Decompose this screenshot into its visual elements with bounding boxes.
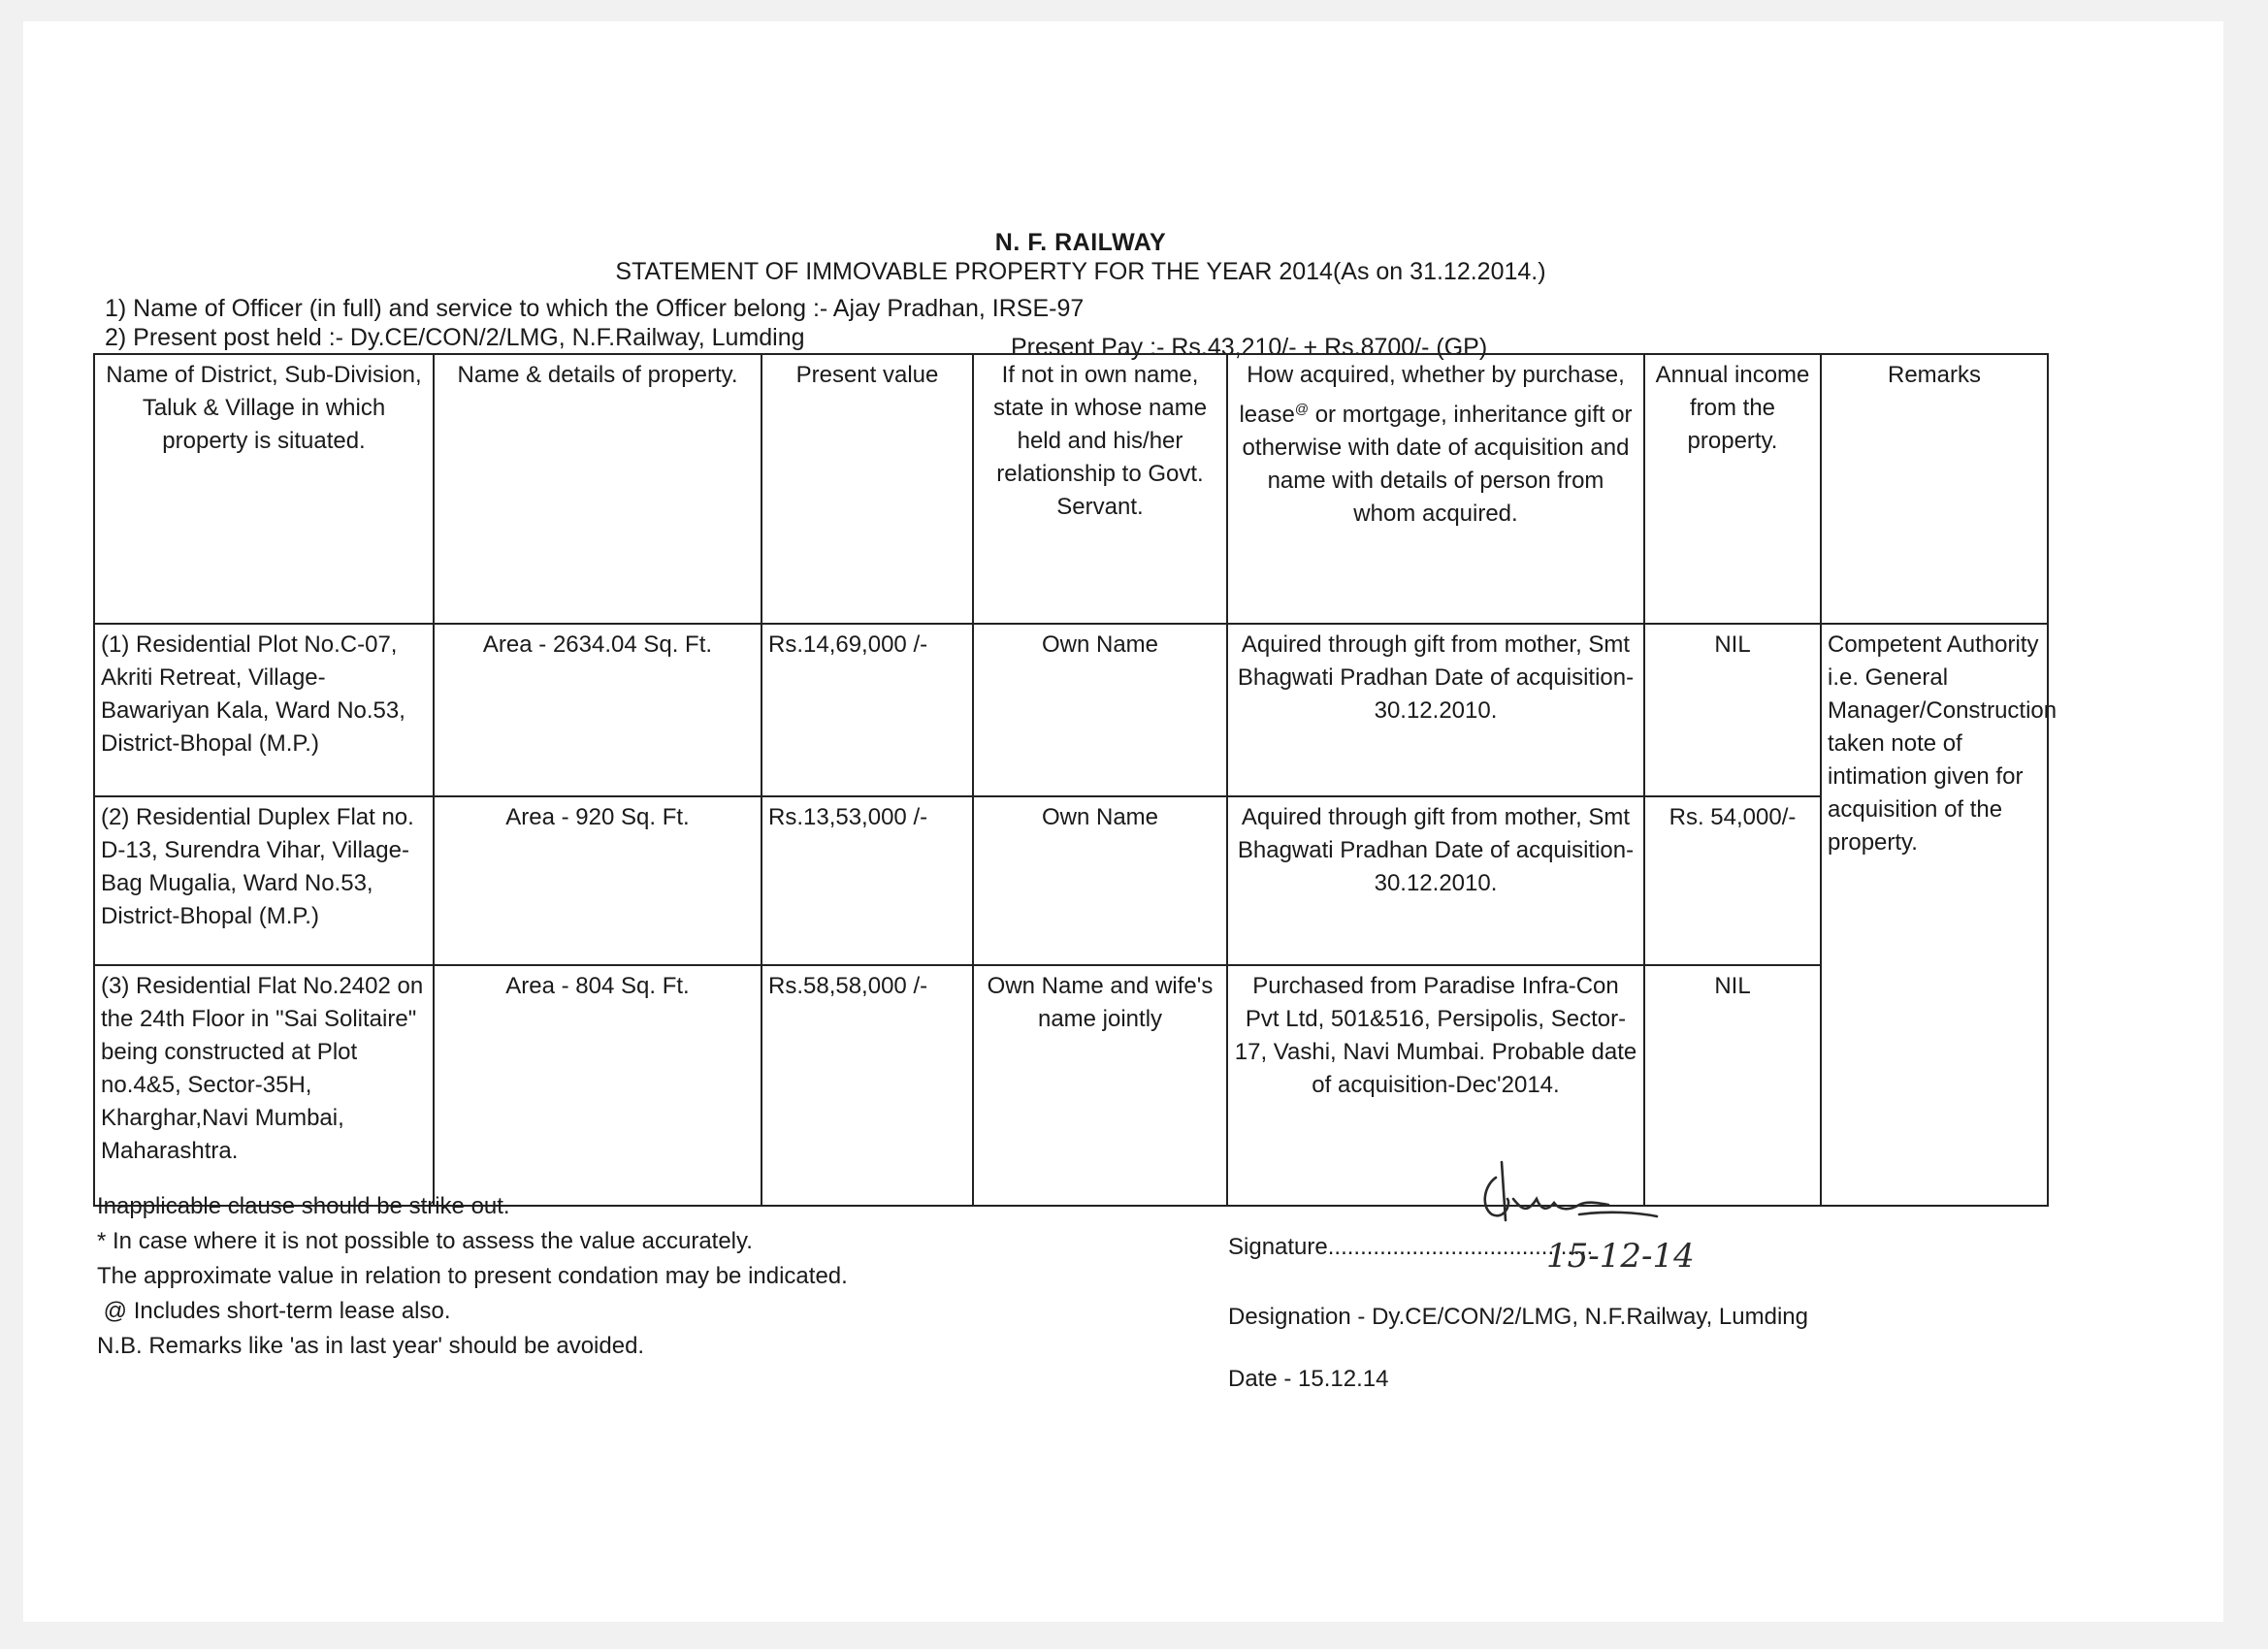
header-remarks: Remarks xyxy=(1821,354,2048,624)
header-details: Name & details of property. xyxy=(434,354,761,624)
note-line: The approximate value in relation to present condation may be indicated. xyxy=(97,1263,848,1289)
cell-value: Rs.13,53,000 /- xyxy=(761,796,973,965)
header-district: Name of District, Sub-Division, Taluk & Village in which property is situated. xyxy=(94,354,434,624)
designation-line: Designation - Dy.CE/CON/2/LMG, N.F.Railway, Lumding xyxy=(1228,1304,1808,1330)
signature-label: Signature......................................... xyxy=(1228,1234,1594,1260)
cell-acquired: Aquired through gift from mother, Smt Bhagwati Pradhan Date of acquisition-30.12.2010. xyxy=(1227,796,1644,965)
organization-title: N. F. RAILWAY xyxy=(994,229,1167,256)
header-acquired: How acquired, whether by purchase, lease@ or mortgage, inheritance gift or otherwise with date of acquisition and name with details of person from whom acquired. xyxy=(1227,354,1644,624)
cell-income: Rs. 54,000/- xyxy=(1644,796,1821,965)
header-income: Annual income from the property. xyxy=(1644,354,1821,624)
handwritten-date: 15-12-14 xyxy=(1546,1237,1695,1276)
cell-district: (1) Residential Plot No.C-07, Akriti Retreat, Village-Bawariyan Kala, Ward No.53, District-Bhopal (M.P.) xyxy=(94,624,434,796)
footnotes xyxy=(97,1189,848,1364)
cell-acquired: Aquired through gift from mother, Smt Bhagwati Pradhan Date of acquisition-30.12.2010. xyxy=(1227,624,1644,796)
table-row xyxy=(94,624,2048,796)
pay-line: Present Pay :- Rs.43,210/- + Rs.8700/- (GP) xyxy=(1011,334,1488,361)
header-owner: If not in own name, state in whose name held and his/her relationship to Govt. Servant. xyxy=(973,354,1227,624)
note-line: @ Includes short-term lease also. xyxy=(97,1298,451,1324)
table-header-row xyxy=(94,354,2048,624)
cell-owner: Own Name and wife's name jointly xyxy=(973,965,1227,1206)
cell-owner: Own Name xyxy=(973,624,1227,796)
table-row xyxy=(94,965,2048,1206)
cell-owner: Own Name xyxy=(973,796,1227,965)
header-value: Present value xyxy=(761,354,973,624)
cell-details: Area - 804 Sq. Ft. xyxy=(434,965,761,1206)
note-line: * In case where it is not possible to assess the value accurately. xyxy=(97,1228,753,1254)
cell-value: Rs.14,69,000 /- xyxy=(761,624,973,796)
note-line: Inapplicable clause should be strike out. xyxy=(97,1193,510,1219)
date-line: Date - 15.12.14 xyxy=(1228,1366,1389,1392)
cell-details: Area - 2634.04 Sq. Ft. xyxy=(434,624,761,796)
officer-line: 1) Name of Officer (in full) and service to which the Officer belong :- Ajay Pradhan, IRSE-97 xyxy=(105,295,1085,322)
cell-details: Area - 920 Sq. Ft. xyxy=(434,796,761,965)
property-table xyxy=(93,353,2057,1207)
cell-income: NIL xyxy=(1644,965,1821,1206)
cell-income: NIL xyxy=(1644,624,1821,796)
cell-remarks: Competent Authority i.e. General Manager/Construction taken note of intimation given for acquisition of the property. xyxy=(1821,624,2048,1206)
handwritten-signature xyxy=(1463,1160,1715,1277)
post-line: 2) Present post held :- Dy.CE/CON/2/LMG, N.F.Railway, Lumding xyxy=(105,324,805,351)
table-row xyxy=(94,796,2048,965)
cell-value: Rs.58,58,000 /- xyxy=(761,965,973,1206)
note-line: N.B. Remarks like 'as in last year' should be avoided. xyxy=(97,1333,645,1359)
cell-district: (3) Residential Flat No.2402 on the 24th Floor in "Sai Solitaire" being constructed at Plot no.4&5, Sector-35H, Kharghar,Navi Mumbai, Maharashtra. xyxy=(94,965,434,1206)
cell-district: (2) Residential Duplex Flat no. D-13, Surendra Vihar, Village- Bag Mugalia, Ward No.53, District-Bhopal (M.P.) xyxy=(94,796,434,965)
statement-title: STATEMENT OF IMMOVABLE PROPERTY FOR THE YEAR 2014(As on 31.12.2014.) xyxy=(615,258,1546,285)
cell-acquired: Purchased from Paradise Infra-Con Pvt Ltd, 501&516, Persipolis, Sector-17, Vashi, Navi Mumbai. Probable date of acquisition-Dec'2014. xyxy=(1227,965,1644,1206)
